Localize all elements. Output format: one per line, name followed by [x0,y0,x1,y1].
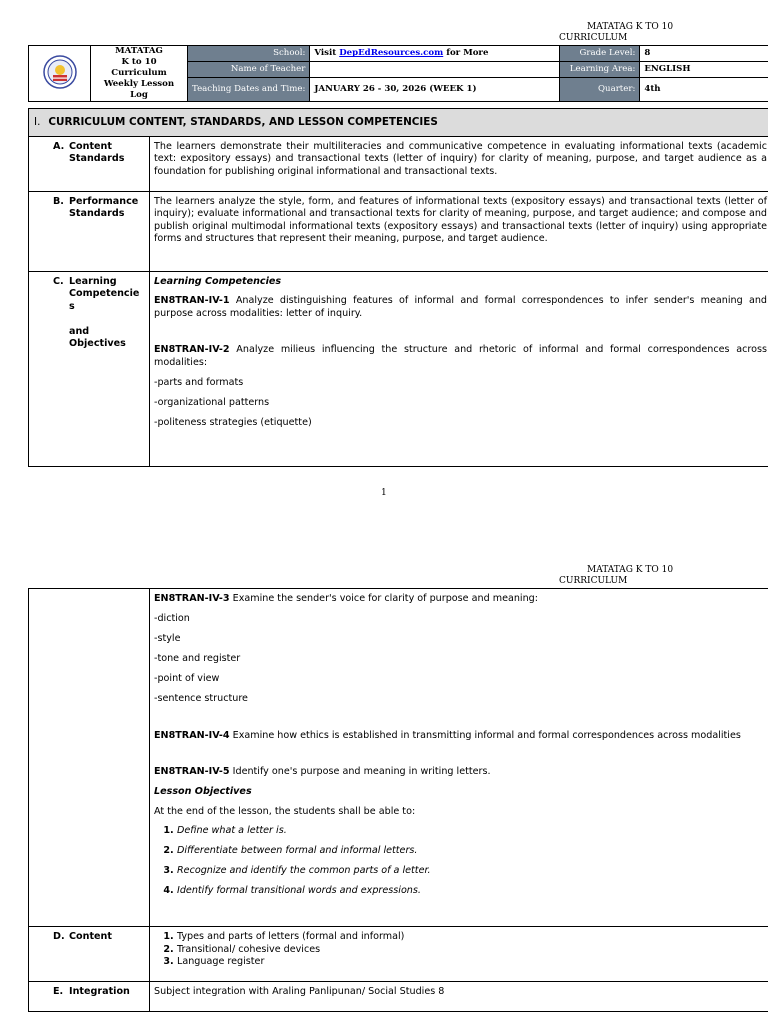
list-item: -organizational patterns [154,396,270,408]
header-table [28,45,768,102]
empty-left-cell [29,589,150,927]
depedresources-link[interactable]: DepEdResources.com [339,48,444,59]
objectives-intro: At the end of the lesson, the students shall be able to: [154,806,416,817]
quarter-value: 4th [640,77,768,101]
learning-competencies-text [150,271,768,466]
list-item: -style [154,633,181,644]
list-item: 3. Language register [177,956,767,969]
integration-label: E. Integration [29,982,150,1012]
list-item: -parts and formats [154,376,244,388]
teaching-dates-label: Teaching Dates and Time: [188,77,310,101]
teacher-value [310,61,560,77]
performance-standards-text: The learners analyze the style, form, and features of informational texts (expository essays) and transactional texts (letter of inquiry); evaluate informational and transactional texts for clarity of meaning, purpose, and target audience; and compose and publish original multimodal informational texts (expository essays) and transactional texts (letter of inquiry) using appropriate forms and structures that represent their meaning, purpose, and target audience. [150,191,768,271]
list-item: 4. Identify formal transitional words and expressions. [177,885,767,898]
list-item: 1. Define what a letter is. [177,825,767,838]
school-value: Visit DepEdResources.com for More [310,46,560,62]
learning-competencies-label: C. Learning Competencie s and Objectives [29,271,150,466]
list-item: 2. Differentiate between formal and informal letters. [177,845,767,858]
quarter-label: Quarter: [560,77,640,101]
deped-seal-icon [43,55,77,89]
curriculum-table [28,108,768,467]
content-list [154,931,767,969]
section-heading: I. CURRICULUM CONTENT, STANDARDS, AND LESSON COMPETENCIES [29,109,768,137]
competency-2: EN8TRAN-IV-2 Analyze milieus influencing the structure and rhetoric of informal and formal correspondences across modalities: [154,344,767,368]
lesson-log-title: MATATAG K to 10 Curriculum Weekly Lesson Log [91,46,188,102]
performance-standards-label: B. Performance Standards [29,191,150,271]
competency-3: EN8TRAN-IV-3 Examine the sender's voice for clarity of purpose and meaning: [154,593,538,604]
list-item: -tone and register [154,653,241,664]
list-item: -politeness strategies (etiquette) [154,416,312,428]
continuation-table [28,588,768,1012]
page-number: 1 [381,488,387,498]
list-item: 1. Types and parts of letters (formal and informal) [177,931,767,944]
competency-1: EN8TRAN-IV-1 Analyze distinguishing features of informal and formal correspondences to infer sender's meaning and purpose across modalities: letter of inquiry. [154,295,767,319]
list-item: 2. Transitional/ cohesive devices [177,944,767,957]
integration-text: Subject integration with Araling Panlipunan/ Social Studies 8 [150,982,768,1012]
learning-area-value: ENGLISH [640,61,768,77]
teacher-label: Name of Teacher [188,61,310,77]
learning-area-label: Learning Area: [560,61,640,77]
content-text [150,927,768,982]
teaching-dates-value: JANUARY 26 - 30, 2026 (WEEK 1) [310,77,560,101]
list-item: -diction [154,613,190,624]
list-item: -point of view [154,673,220,684]
list-item: -sentence structure [154,693,248,704]
competency-4: EN8TRAN-IV-4 Examine how ethics is established in transmitting informal and formal correspondences across modalities [154,729,741,741]
competency-5: EN8TRAN-IV-5 Identify one's purpose and meaning in writing letters. [154,766,491,777]
content-label: D. Content [29,927,150,982]
objectives-list [154,825,767,898]
school-label: School: [188,46,310,62]
content-standards-label: A. Content Standards [29,136,150,191]
competencies-heading: Learning Competencies [154,275,282,287]
list-item: 3. Recognize and identify the common parts of a letter. [177,865,767,878]
logo-cell [29,46,91,102]
content-standards-text: The learners demonstrate their multiliteracies and communicative competence in evaluating informational texts (academic text: expository essays) and transactional texts (letter of inquiry) for clarity of meaning, purpose, and target audience as a foundation for publishing original informational and transactional texts. [150,136,768,191]
grade-level-label: Grade Level: [560,46,640,62]
grade-level-value: 8 [640,46,768,62]
competencies-continued [150,589,768,927]
objectives-heading: Lesson Objectives [154,786,252,797]
